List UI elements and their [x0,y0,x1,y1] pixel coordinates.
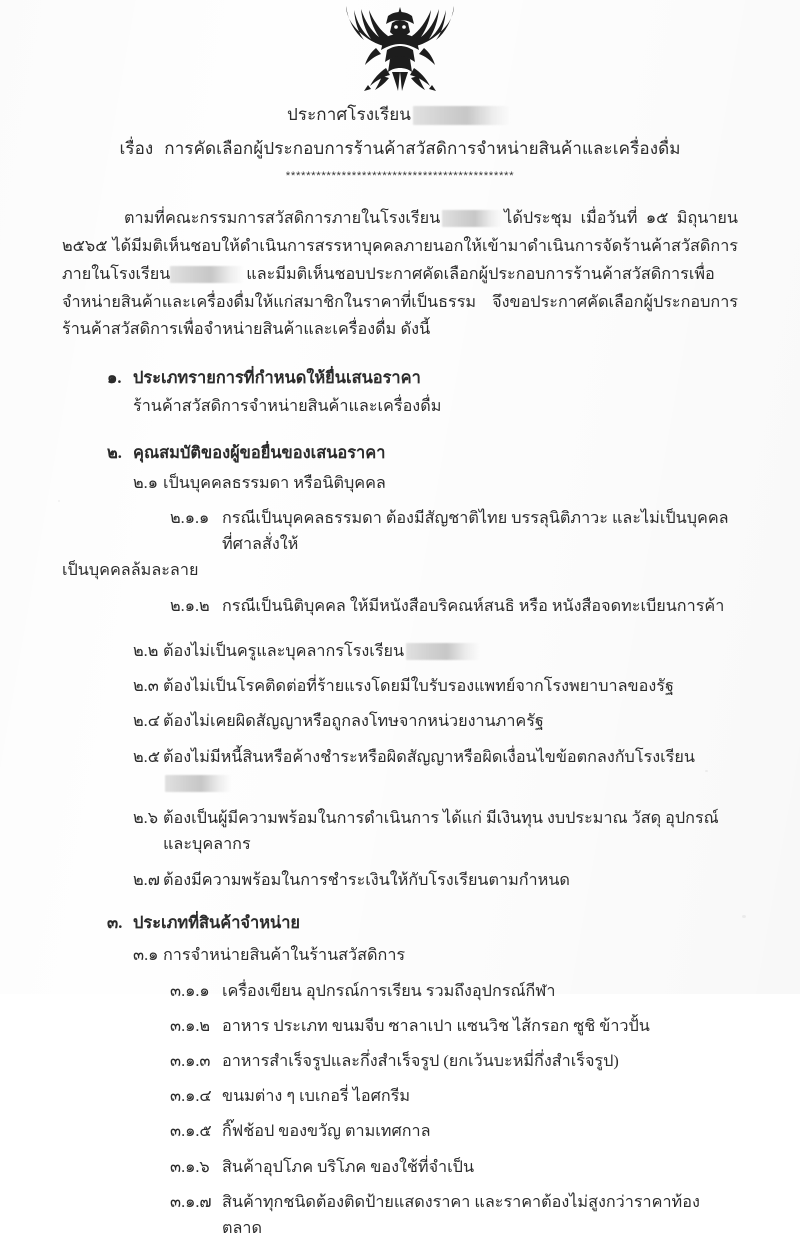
list-item-2-1-2-text: กรณีเป็นนิติบุคคล ให้มีหนังสือบริคณห์สนธิ หรือ หนังสือจดทะเบียนการค้า [222,596,725,615]
subject-label: เรื่อง [119,138,154,158]
list-item-2-1-text: เป็นบุคคลธรรมดา หรือนิติบุคคล [163,473,386,492]
intro-part-1: ตามที่คณะกรรมการสวัสดิการภายในโรงเรียน [124,209,441,227]
document-title [62,102,738,128]
redacted-school-name-2-2 [406,643,480,660]
list-item-3-1-3-number: ๓.๑.๓ [170,1052,211,1071]
redacted-school-name-intro [442,210,502,227]
list-item-3-1-1-number: ๓.๑.๑ [170,981,210,1000]
section-3-heading [62,910,738,937]
list-item-3-1-7-number: ๓.๑.๗ [170,1192,212,1211]
list-item-3-1-7 [62,1189,738,1241]
list-item-2-2-number: ๒.๒ [133,641,159,660]
list-item-2-1-number: ๒.๑ [133,473,158,492]
list-item-2-5-text-main: ต้องไม่มีหนี้สินหรือค้างชำระหรือผิดสัญญาหรือผิดเงื่อนไขข้อตกลงกับโรงเรียน [163,747,695,766]
intro-paragraph [62,205,738,344]
list-item-2-2-text [163,638,738,664]
list-item-3-1-4-text: ขนมต่าง ๆ เบเกอรี่ ไอศกรีม [222,1087,411,1106]
list-item-2-4-text: ต้องไม่เคยผิดสัญญาหรือถูกลงโทษจากหน่วยงานภาครัฐ [163,712,544,731]
list-item-2-2 [62,638,738,664]
list-item-3-1-5 [62,1118,738,1144]
list-item-3-1-1-text: เครื่องเขียน อุปกรณ์การเรียน รวมถึงอุปกรณ์กีฬา [222,981,556,1000]
redacted-school-name-intro-2 [170,266,244,283]
list-item-3-1-2-number: ๓.๑.๒ [170,1016,211,1035]
list-item-2-3-number: ๒.๓ [133,677,159,696]
list-item-2-4 [62,708,738,734]
list-item-3-1-number: ๓.๑ [133,946,159,965]
list-item-3-1-3 [62,1048,738,1074]
list-item-2-3-text: ต้องไม่เป็นโรคติดต่อที่ร้ายแรงโดยมีใบรับรองแพทย์จากโรงพยาบาลของรัฐ [163,677,674,696]
section-3-number: ๓. [107,912,123,932]
subject-text: การคัดเลือกผู้ประกอบการร้านค้าสวัสดิการจำหน่ายสินค้าและเครื่องดื่ม [164,138,681,158]
intro-part-3: และมีมติเห็นชอบประกาศคัดเลือกผู้ประกอบการร้านค้าสวัสดิการเพื่อจำหน่ายสินค้าและเครื่องดื่มให้แก่สมาชิกในราคาที่เป็นธรรม จึงขอประกาศคัดเลือกผู้ประกอบการร้านค้าสวัสดิการเพื่อจำหน่ายสินค้าและเครื่องดื่ม ดังนี้ [62,264,738,339]
list-item-2-1-1-number: ๒.๑.๑ [170,508,210,527]
list-item-2-5-text [163,744,738,796]
list-item-2-6-number: ๒.๖ [133,809,158,828]
list-item-2-7 [62,867,738,893]
list-item-2-4-number: ๒.๔ [133,712,160,731]
list-item-2-5-number: ๒.๕ [133,747,160,766]
list-item-2-1-1 [62,505,738,557]
list-item-3-1-4-number: ๓.๑.๔ [170,1087,212,1106]
list-item-2-6 [62,805,738,857]
list-item-2-5 [62,744,738,796]
list-item-2-1-2 [62,593,738,619]
section-1-number: ๑. [107,368,122,388]
list-item-3-1 [62,942,738,968]
section-3 [62,910,738,1241]
list-item-3-1-5-number: ๓.๑.๕ [170,1122,212,1141]
document-subject [62,136,738,162]
list-item-3-1-6 [62,1154,738,1180]
list-item-2-6-text: ต้องเป็นผู้มีความพร้อมในการดำเนินการ ได้แก่ มีเงินทุน งบประมาณ วัสดุ อุปกรณ์และบุคลากร [163,809,719,854]
list-item-3-1-3-text: อาหารสำเร็จรูปและกึ่งสำเร็จรูป (ยกเว้นบะหมี่กึ่งสำเร็จรูป) [222,1052,619,1071]
list-item-2-1-1-continuation: เป็นบุคคลล้มละลาย [62,561,199,580]
section-1-title: ประเภทรายการที่กำหนดให้ยื่นเสนอราคา [133,368,421,388]
list-item-2-1-2-number: ๒.๑.๒ [170,596,210,615]
list-item-3-1-text: การจำหน่ายสินค้าในร้านสวัสดิการ [163,946,406,965]
section-1-heading [62,365,738,392]
thai-garuda-emblem [340,2,460,94]
intro-part-2: ได้ประชุม เมื่อวันที่ ๑๕ มิถุนายน ๒๕๖๕ ได้มีมติเห็นชอบให้ดำเนินการสรรหาบุคคลภายนอกให้เข้ามาดำเนินการจัดร้านค้าสวัสดิการภายในโรงเรียน [62,209,738,283]
list-item-2-1-1-text: กรณีเป็นบุคคลธรรมดา ต้องมีสัญชาติไทย บรรลุนิติภาวะ และไม่เป็นบุคคลที่ศาลสั่งให้ [222,508,729,554]
list-item-3-1-4 [62,1083,738,1109]
list-item-3-1-7-text: สินค้าทุกชนิดต้องติดป้ายแสดงราคา และราคาต้องไม่สูงกว่าราคาท้องตลาด [222,1192,700,1238]
asterisk-divider: ********************************************* [285,170,515,182]
list-item-3-1-6-text: สินค้าอุปโภค บริโภค ของใช้ที่จำเป็น [222,1157,475,1176]
section-3-title: ประเภทที่สินค้าจำหน่าย [133,912,301,932]
list-item-2-7-text: ต้องมีความพร้อมในการชำระเงินให้กับโรงเรียนตามกำหนด [163,870,570,889]
redacted-school-name-2-5 [165,775,231,792]
section-2-number: ๒. [107,443,122,463]
list-item-2-2-text-main: ต้องไม่เป็นครูและบุคลากรโรงเรียน [163,641,405,660]
document-title-text: ประกาศโรงเรียน [286,105,412,124]
section-2-title: คุณสมบัติของผู้ขอยื่นของเสนอราคา [133,443,386,463]
list-item-2-3 [62,673,738,699]
list-item-3-1-6-number: ๓.๑.๖ [170,1157,210,1176]
list-item-3-1-2 [62,1013,738,1039]
section-1 [62,365,738,419]
list-item-2-1 [62,470,738,496]
list-item-3-1-2-text: อาหาร ประเภท ขนมจีบ ซาลาเปา แซนวิช ไส้กรอก ซูชิ ข้าวปั้น [222,1016,650,1035]
emblem-container [62,0,738,96]
list-item-3-1-5-text: กิ๊ฟช้อป ของขวัญ ตามเทศกาล [222,1122,431,1141]
section-2 [62,440,738,893]
redacted-school-name-title [413,106,511,125]
list-item-3-1-1 [62,978,738,1004]
section-2-heading [62,440,738,467]
list-item-2-7-number: ๒.๗ [133,870,160,889]
section-1-body: ร้านค้าสวัสดิการจำหน่ายสินค้าและเครื่องดื่ม [133,396,442,415]
